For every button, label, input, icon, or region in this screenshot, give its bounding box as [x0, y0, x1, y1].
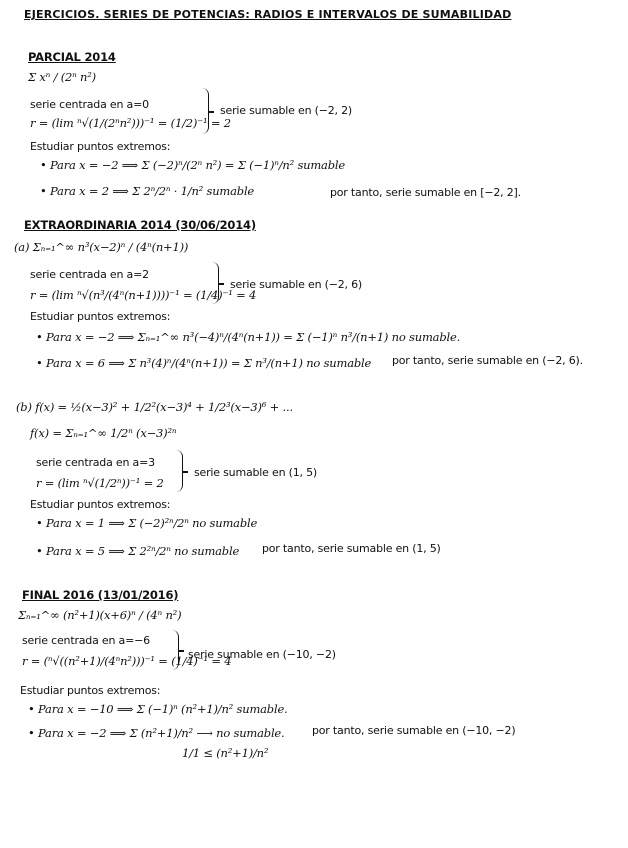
page-title: EJERCICIOS. SERIES DE POTENCIAS: RADIOS E INTERVALOS DE SUMABILIDAD	[24, 8, 512, 21]
conclusion: por tanto, serie sumable en [−2, 2].	[330, 186, 521, 199]
center-line: serie centrada en a=0	[30, 98, 149, 111]
brace-label: serie sumable en (−10, −2)	[188, 648, 336, 661]
function-series: f(x) = Σₙ₌₁^∞ 1/2ⁿ (x−3)²ⁿ	[30, 426, 177, 440]
conclusion: por tanto, serie sumable en (−2, 6).	[392, 354, 583, 367]
function-definition: (b) f(x) = ½(x−3)² + 1/2²(x−3)⁴ + 1/2³(x−3)⁶ + ...	[16, 400, 293, 414]
endpoint-line: • Para x = 6 ⟹ Σ n³(4)ⁿ/(4ⁿ(n+1)) = Σ n³/(n+1) no sumable	[36, 356, 372, 370]
center-line: serie centrada en a=−6	[22, 634, 150, 647]
section-heading-parcial-2014: PARCIAL 2014	[28, 50, 116, 64]
center-line: serie centrada en a=2	[30, 268, 149, 281]
comparison-note: 1/1 ≤ (n²+1)/n²	[182, 746, 269, 760]
endpoint-line: • Para x = −2 ⟹ Σ (−2)ⁿ/(2ⁿ n²) = Σ (−1)ⁿ/n² sumable	[40, 158, 345, 172]
endpoint-line: • Para x = −2 ⟹ Σ (n²+1)/n² ⟶ no sumable.	[28, 726, 285, 740]
conclusion: por tanto, serie sumable en (−10, −2)	[312, 724, 516, 737]
brace	[176, 450, 183, 492]
center-line: serie centrada en a=3	[36, 456, 155, 469]
section-heading-extraordinaria-2014: EXTRAORDINARIA 2014 (30/06/2014)	[24, 218, 256, 232]
series-formula: Σₙ₌₁^∞ (n²+1)(x+6)ⁿ / (4ⁿ n²)	[18, 608, 182, 622]
endpoint-line: • Para x = 1 ⟹ Σ (−2)²ⁿ/2ⁿ no sumable	[36, 516, 258, 530]
endpoint-line: • Para x = 2 ⟹ Σ 2ⁿ/2ⁿ · 1/n² sumable	[40, 184, 255, 198]
conclusion: por tanto, serie sumable en (1, 5)	[262, 542, 441, 555]
radius-line: r = (lim ⁿ√(n³/(4ⁿ(n+1))))⁻¹ = (1/4)⁻¹ = 4	[30, 288, 257, 302]
brace	[172, 630, 179, 670]
brace-label: serie sumable en (1, 5)	[194, 466, 318, 479]
brace-label: serie sumable en (−2, 2)	[220, 104, 353, 117]
study-endpoints-label: Estudiar puntos extremos:	[30, 140, 171, 153]
endpoint-line: • Para x = −2 ⟹ Σₙ₌₁^∞ n³(−4)ⁿ/(4ⁿ(n+1)) = Σ (−1)ⁿ n³/(n+1) no sumable.	[36, 330, 461, 344]
endpoint-line: • Para x = 5 ⟹ Σ 2²ⁿ/2ⁿ no sumable	[36, 544, 240, 558]
study-endpoints-label: Estudiar puntos extremos:	[30, 310, 171, 323]
radius-line: r = (lim ⁿ√(1/(2ⁿn²)))⁻¹ = (1/2)⁻¹ = 2	[30, 116, 231, 130]
radius-line: r = (lim ⁿ√(1/2ⁿ))⁻¹ = 2	[36, 476, 164, 490]
brace-label: serie sumable en (−2, 6)	[230, 278, 363, 291]
study-endpoints-label: Estudiar puntos extremos:	[30, 498, 171, 511]
brace	[212, 262, 219, 304]
series-formula: Σ xⁿ / (2ⁿ n²)	[28, 70, 96, 84]
section-heading-final-2016: FINAL 2016 (13/01/2016)	[22, 588, 179, 602]
endpoint-line: • Para x = −10 ⟹ Σ (−1)ⁿ (n²+1)/n² sumable.	[28, 702, 288, 716]
radius-line: r = (ⁿ√((n²+1)/(4ⁿn²)))⁻¹ = (1/4)⁻¹ = 4	[22, 654, 232, 668]
series-formula: (a) Σₙ₌₁^∞ n³(x−2)ⁿ / (4ⁿ(n+1))	[14, 240, 189, 254]
study-endpoints-label: Estudiar puntos extremos:	[20, 684, 161, 697]
brace	[202, 88, 209, 134]
